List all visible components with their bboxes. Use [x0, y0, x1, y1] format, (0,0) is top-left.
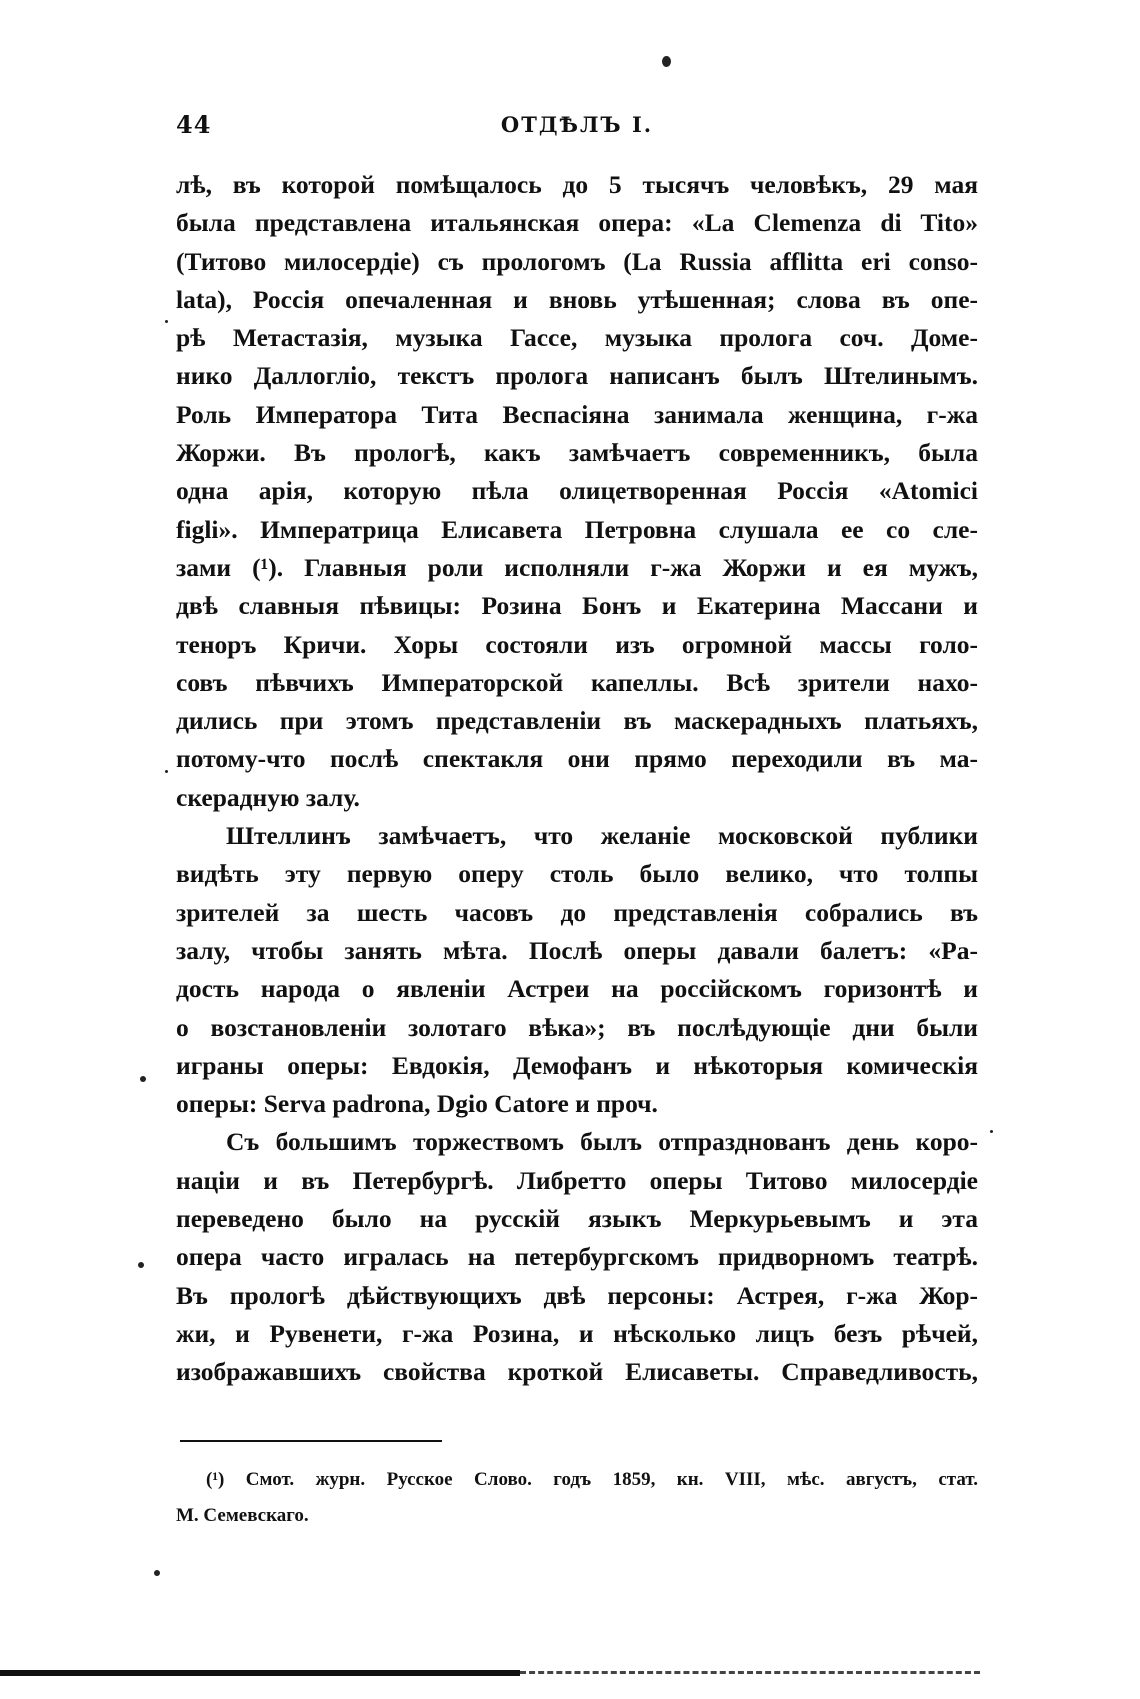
footnote-divider: [180, 1440, 442, 1442]
scan-speck: [138, 1262, 144, 1268]
text-line: figli». Императрица Елисавета Петровна слушала ее со сле-: [176, 514, 978, 544]
scan-edge-dash: [520, 1671, 980, 1674]
text-line: скерадную залу.: [176, 782, 360, 812]
section-title: ОТДѢЛЪ I.: [500, 112, 654, 137]
text-line: переведено было на русскій языкъ Меркурьевымъ и эта: [176, 1204, 978, 1234]
text-line: Въ прологѣ дѣйствующихъ двѣ персоны: Астрея, г-жа Жор-: [176, 1280, 978, 1310]
footnote-line: М. Семевскаго.: [176, 1505, 309, 1526]
text-line: нико Даллогліо, текстъ пролога написанъ былъ Штелинымъ.: [176, 361, 978, 391]
text-line: была представлена итальянская опера: «La Clemenza di Tito»: [176, 208, 978, 238]
scan-speck: [990, 1130, 993, 1133]
text-line: видѣть эту первую оперу столь было велико, что толпы: [176, 859, 978, 889]
text-line: Штеллинъ замѣчаетъ, что желаніе московской публики: [226, 821, 978, 851]
text-line: Жоржи. Въ прологѣ, какъ замѣчаетъ современникъ, была: [176, 438, 978, 468]
text-line: Роль Императора Тита Веспасіяна занимала женщина, г-жа: [176, 399, 978, 429]
text-line: рѣ Метастазія, музыка Гассе, музыка пролога соч. Доме-: [176, 323, 978, 353]
text-line: залу, чтобы занять мѣта. Послѣ оперы давали балетъ: «Ра-: [176, 935, 978, 965]
text-line: двѣ славныя пѣвицы: Розина Бонъ и Екатерина Массани и: [176, 591, 978, 621]
page-header: [176, 110, 978, 150]
text-line: націи и въ Петербургѣ. Либретто оперы Титово милосердіе: [176, 1165, 978, 1195]
text-line: играны оперы: Евдокія, Демофанъ и нѣкоторыя комическія: [176, 1050, 978, 1080]
text-line: зами (¹). Главныя роли исполняли г-жа Жоржи и ея мужъ,: [176, 552, 978, 582]
text-line: дились при этомъ представленіи въ маскерадныхъ платьяхъ,: [176, 706, 978, 736]
text-line: зрителей за шесть часовъ до представленія собрались въ: [176, 897, 978, 927]
text-line: жи, и Рувенети, г-жа Розина, и нѣсколько лицъ безъ рѣчей,: [176, 1318, 978, 1348]
scan-speck: [165, 770, 168, 773]
text-line: опера часто игралась на петербургскомъ придворномъ театрѣ.: [176, 1242, 978, 1272]
text-line: оперы: Serva padrona, Dgio Catore и проч.: [176, 1089, 658, 1119]
text-line: Съ большимъ торжествомъ былъ отпразднованъ день коро-: [226, 1127, 978, 1157]
text-line: изображавшихъ свойства кроткой Елисаветы. Справедливость,: [176, 1357, 978, 1387]
footnote-line: (¹) Смот. журн. Русское Слово. годъ 1859, кн. VIII, мѣс. августъ, стат.: [206, 1469, 978, 1490]
scan-speck: [140, 1076, 146, 1082]
scan-speck: [165, 320, 168, 323]
text-line: дость народа о явленіи Астреи на россійскомъ горизонтѣ и: [176, 974, 978, 1004]
text-line: (Титово милосердіе) съ прологомъ (La Russia afflitta eri conso-: [176, 246, 978, 276]
scan-edge-bar: [0, 1670, 520, 1676]
text-line: о возстановленіи золотаго вѣка»; въ послѣдующіе дни были: [176, 1012, 978, 1042]
text-line: совъ пѣвчихъ Императорской капеллы. Всѣ зрители нахо-: [176, 667, 978, 697]
text-line: теноръ Кричи. Хоры состояли изъ огромной массы голо-: [176, 629, 978, 659]
scan-speck: [662, 56, 671, 67]
text-line: lata), Россія опечаленная и вновь утѣшенная; слова въ опе-: [176, 284, 978, 314]
text-line: потому-что послѣ спектакля они прямо переходили въ ма-: [176, 744, 978, 774]
scan-speck: [154, 1570, 160, 1576]
text-line: одна арія, которую пѣла олицетворенная Россія «Atomici: [176, 476, 978, 506]
body-text: [176, 166, 978, 1392]
page-number: 44: [176, 110, 212, 139]
footnote: [176, 1462, 978, 1534]
text-line: лѣ, въ которой помѣщалось до 5 тысячъ человѣкъ, 29 мая: [176, 170, 978, 199]
